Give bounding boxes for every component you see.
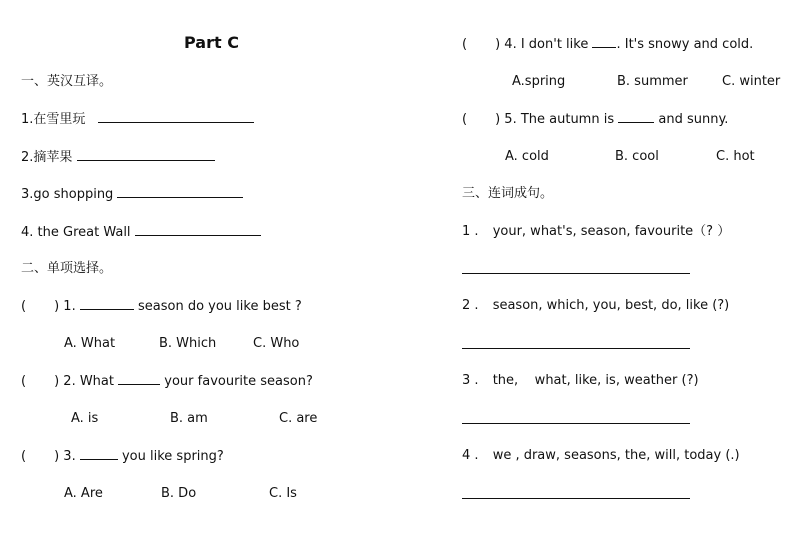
bracket-close[interactable]: ) — [54, 449, 60, 464]
translate-item-label: 2.摘苹果 — [21, 150, 73, 165]
choice-question-1 — [21, 298, 302, 315]
answer-blank[interactable] — [117, 186, 243, 198]
item-number: 3 . — [462, 373, 479, 388]
bracket-close[interactable]: ) — [54, 299, 60, 314]
option-c[interactable]: C. winter — [722, 74, 781, 89]
option-c[interactable]: C. are — [279, 411, 318, 426]
item-number: 2 . — [462, 298, 479, 313]
sentence-item-4 — [462, 448, 740, 464]
item-words: season, which, you, best, do, like (?) — [492, 298, 730, 313]
answer-line[interactable] — [462, 423, 690, 424]
sentence-item-3 — [462, 373, 699, 389]
option-b[interactable]: B. cool — [615, 149, 659, 164]
item-number: 4 . — [462, 448, 479, 463]
item-words: your, what's, season, favourite（? ） — [492, 224, 731, 239]
option-a[interactable]: A.spring — [512, 74, 566, 89]
answer-blank[interactable] — [77, 149, 215, 161]
translate-item-4 — [21, 224, 261, 241]
page-title: Part C — [184, 33, 239, 52]
answer-blank[interactable] — [98, 111, 254, 123]
bracket-open[interactable]: ( — [21, 449, 27, 464]
option-b[interactable]: B. summer — [617, 74, 688, 89]
translate-item-1 — [21, 111, 254, 128]
option-a[interactable]: A. Are — [64, 486, 103, 501]
translate-item-label: 4. the Great Wall — [21, 225, 131, 240]
answer-line[interactable] — [462, 348, 690, 349]
choice-question-4 — [462, 36, 753, 53]
answer-blank[interactable] — [118, 373, 160, 385]
bracket-open[interactable]: ( — [462, 37, 468, 52]
sentence-item-2 — [462, 298, 729, 314]
bracket-open[interactable]: ( — [21, 374, 27, 389]
section3-heading: 三、连词成句。 — [462, 186, 554, 201]
question-text: your favourite season? — [164, 374, 313, 389]
section2-heading: 二、单项选择。 — [21, 261, 113, 276]
section1-heading: 一、英汉互译。 — [21, 74, 113, 89]
translate-item-label: 1.在雪里玩 — [21, 112, 86, 127]
translate-item-2 — [21, 149, 215, 166]
item-words: the, what, like, is, weather (?) — [492, 373, 699, 388]
answer-blank[interactable] — [592, 36, 616, 48]
choice-question-5 — [462, 111, 728, 128]
translate-item-3 — [21, 186, 243, 203]
item-number: 1 . — [462, 224, 479, 239]
item-words: we , draw, seasons, the, will, today (.) — [492, 448, 740, 463]
answer-blank[interactable] — [618, 111, 654, 123]
translate-item-label: 3.go shopping — [21, 187, 114, 202]
question-number: 4. I don't like — [504, 37, 589, 52]
choice-question-3 — [21, 448, 224, 465]
option-c[interactable]: C. Who — [253, 336, 300, 351]
question-text: season do you like best ? — [137, 299, 302, 314]
option-a[interactable]: A. cold — [505, 149, 549, 164]
option-b[interactable]: B. Which — [159, 336, 217, 351]
question-number: 5. The autumn is — [504, 112, 615, 127]
question-number: 2. What — [63, 374, 114, 389]
answer-blank[interactable] — [135, 224, 261, 236]
option-c[interactable]: C. hot — [716, 149, 755, 164]
bracket-open[interactable]: ( — [462, 112, 468, 127]
question-number: 1. — [63, 299, 76, 314]
option-b[interactable]: B. Do — [161, 486, 197, 501]
bracket-close[interactable]: ) — [495, 37, 501, 52]
answer-blank[interactable] — [80, 448, 118, 460]
question-text: you like spring? — [121, 449, 224, 464]
option-a[interactable]: A. What — [64, 336, 116, 351]
answer-line[interactable] — [462, 273, 690, 274]
question-text: . It's snowy and cold. — [616, 37, 754, 52]
answer-blank[interactable] — [80, 298, 134, 310]
question-number: 3. — [63, 449, 76, 464]
bracket-open[interactable]: ( — [21, 299, 27, 314]
sentence-item-1 — [462, 224, 730, 240]
choice-question-2 — [21, 373, 313, 390]
bracket-close[interactable]: ) — [495, 112, 501, 127]
option-b[interactable]: B. am — [170, 411, 208, 426]
option-c[interactable]: C. Is — [269, 486, 297, 501]
answer-line[interactable] — [462, 498, 690, 499]
option-a[interactable]: A. is — [71, 411, 99, 426]
question-text: and sunny. — [658, 112, 729, 127]
bracket-close[interactable]: ) — [54, 374, 60, 389]
